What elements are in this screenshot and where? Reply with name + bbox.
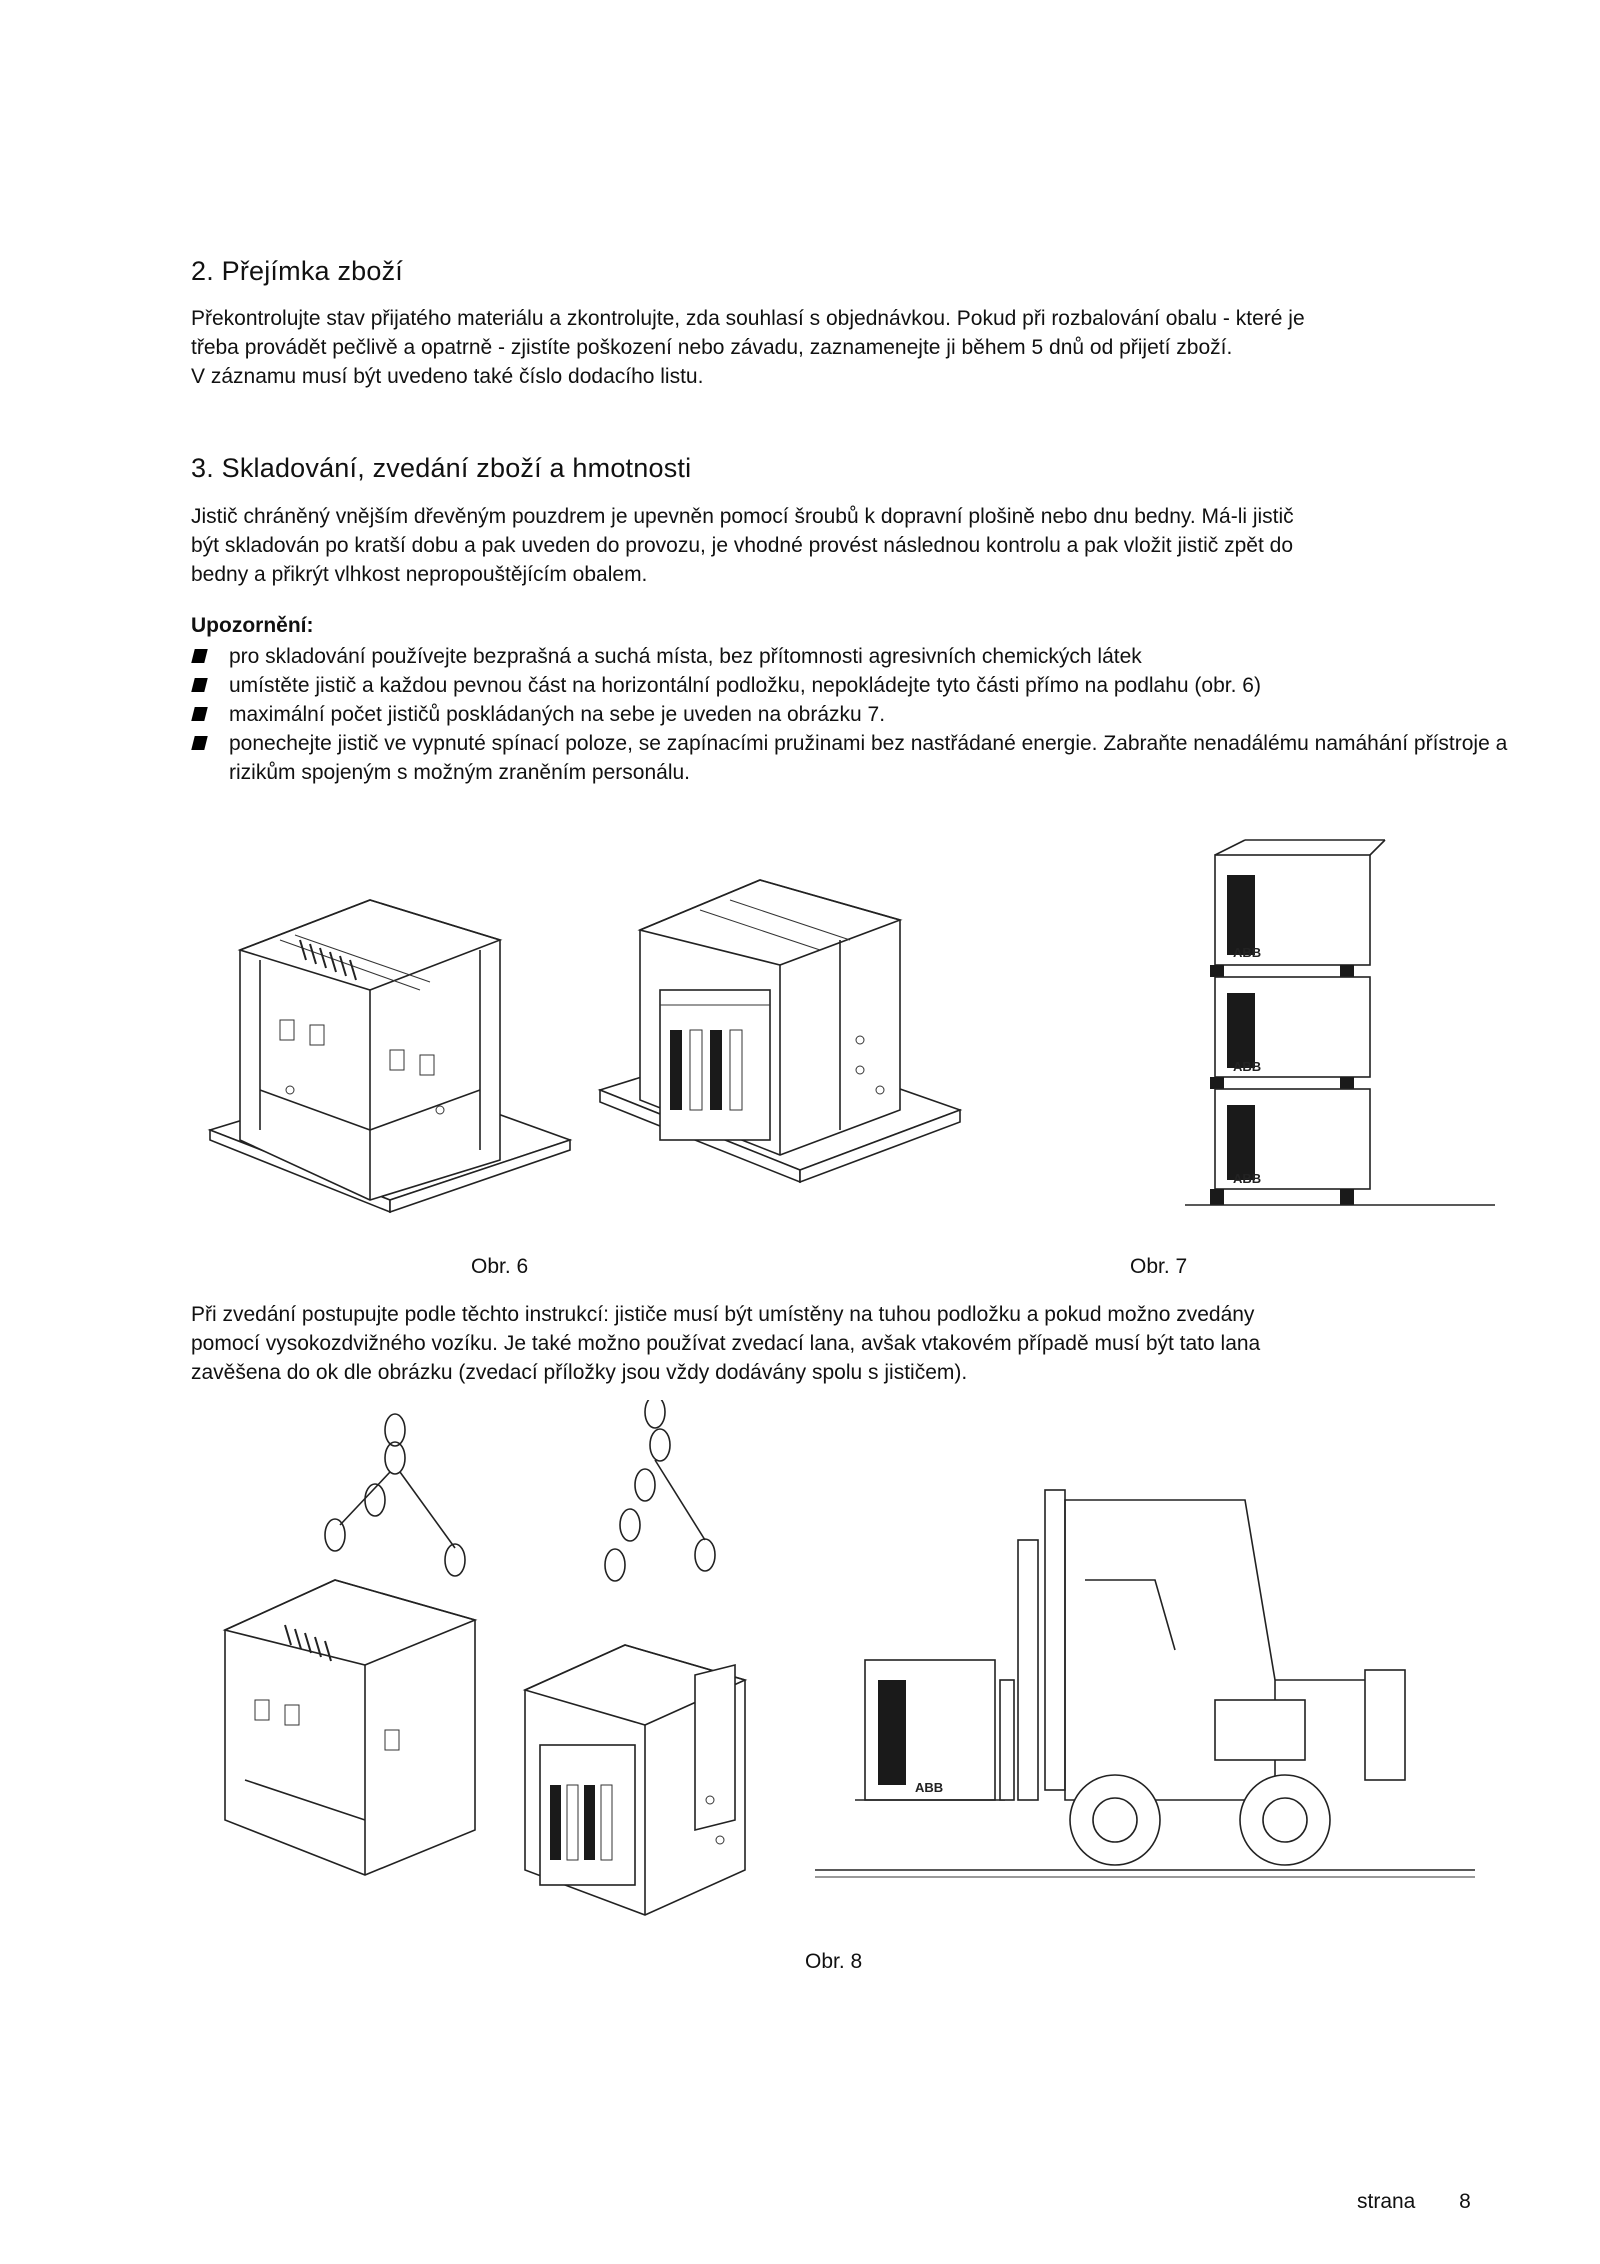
lifting-chain-left: [325, 1414, 465, 1576]
section-2-text: [191, 304, 1491, 391]
warning-title: Upozornění:: [191, 614, 314, 637]
lifting-line: zavěšena do ok dle obrázku (zvedací příložky jsou vždy dodávány spolu s jističem).: [191, 1361, 968, 1384]
lifting-text: [191, 1300, 1491, 1387]
section-3-line: Jistič chráněný vnějším dřevěným pouzdrem je upevněn pomocí šroubů k dopravní plošině nebo dnu bedny. Má-li jistič: [191, 505, 1294, 528]
warning-item: pro skladování používejte bezprašná a suchá místa, bez přítomnosti agresivních chemických látek: [191, 642, 1521, 671]
bullet-icon: [191, 678, 207, 692]
warning-item: umístěte jistič a každou pevnou část na horizontální podložku, nepokládejte tyto části přímo na podlahu (obr. 6): [191, 671, 1521, 700]
warning-item: maximální počet jističů poskládaných na sebe je uveden na obrázku 7.: [191, 700, 1521, 729]
breaker-withdrawable-frame: [240, 900, 500, 1200]
abb-logo-forklift-load: ABB: [915, 1780, 944, 1795]
lifting-chain-middle: [605, 1400, 715, 1581]
warning-item: ponechejte jistič ve vypnuté spínací poloze, se zapínacími pružinami bez nastřádané energie. Zabraňte nenadálému namáhání přístroje a rizikům spojeným s možným zraněním personálu.: [191, 729, 1521, 787]
section-3-line: bedny a přikrýt vlhkost nepropouštějícím obalem.: [191, 563, 648, 586]
breaker-fixed: [640, 880, 900, 1155]
forklift: [815, 1490, 1475, 1877]
abb-logo-middle: ABB: [1233, 1059, 1262, 1074]
lifting-line: pomocí vysokozdvižného vozíku. Je také možno používat zvedací lana, avšak vtakovém případě musí být tato lana: [191, 1332, 1261, 1355]
section-2-line: třeba provádět pečlivě a opatrně - zjistíte poškození nebo závadu, zaznamenejte ji během 5 dnů od přijetí zboží.: [191, 336, 1233, 359]
figure-7-illustration: [1175, 835, 1500, 1225]
figure-6-caption: Obr. 6: [471, 1255, 529, 1278]
section-2-heading: 2. Přejímka zboží: [191, 256, 403, 286]
stacked-breaker-bottom: [1210, 1089, 1370, 1205]
bullet-icon: [191, 736, 207, 750]
section-3-heading: 3. Skladování, zvedání zboží a hmotnosti: [191, 453, 692, 483]
figure-8-illustration: [215, 1400, 1485, 1940]
lifting-line: Při zvedání postupujte podle těchto instrukcí: jističe musí být umístěny na tuhou podložku a pokud možno zvedány: [191, 1303, 1255, 1326]
breaker-frame-lifted: [225, 1580, 475, 1875]
abb-logo-top: ABB: [1233, 945, 1262, 960]
figure-7-caption: Obr. 7: [1130, 1255, 1188, 1278]
section-2-line: Překontrolujte stav přijatého materiálu a zkontrolujte, zda souhlasí s objednávkou. Pokud při rozbalování obalu - které je: [191, 307, 1305, 330]
breaker-fixed-lifted: [525, 1645, 745, 1915]
page-label: strana: [1357, 2190, 1416, 2213]
figure-6-illustration: [200, 840, 980, 1240]
figure-8-caption: Obr. 8: [805, 1950, 863, 1973]
section-2-line: V záznamu musí být uvedeno také číslo dodacího listu.: [191, 365, 704, 388]
section-3-line: být skladován po kratší dobu a pak uveden do provozu, je vhodné provést následnou kontrolu a pak vložit jistič zpět do: [191, 534, 1294, 557]
page-number: 8: [1459, 2190, 1471, 2213]
warning-list: [191, 642, 1521, 787]
footer: [1357, 2190, 1471, 2214]
bullet-icon: [191, 649, 207, 663]
section-3-text: [191, 502, 1491, 589]
bullet-icon: [191, 707, 207, 721]
abb-logo-bottom: ABB: [1233, 1171, 1262, 1186]
